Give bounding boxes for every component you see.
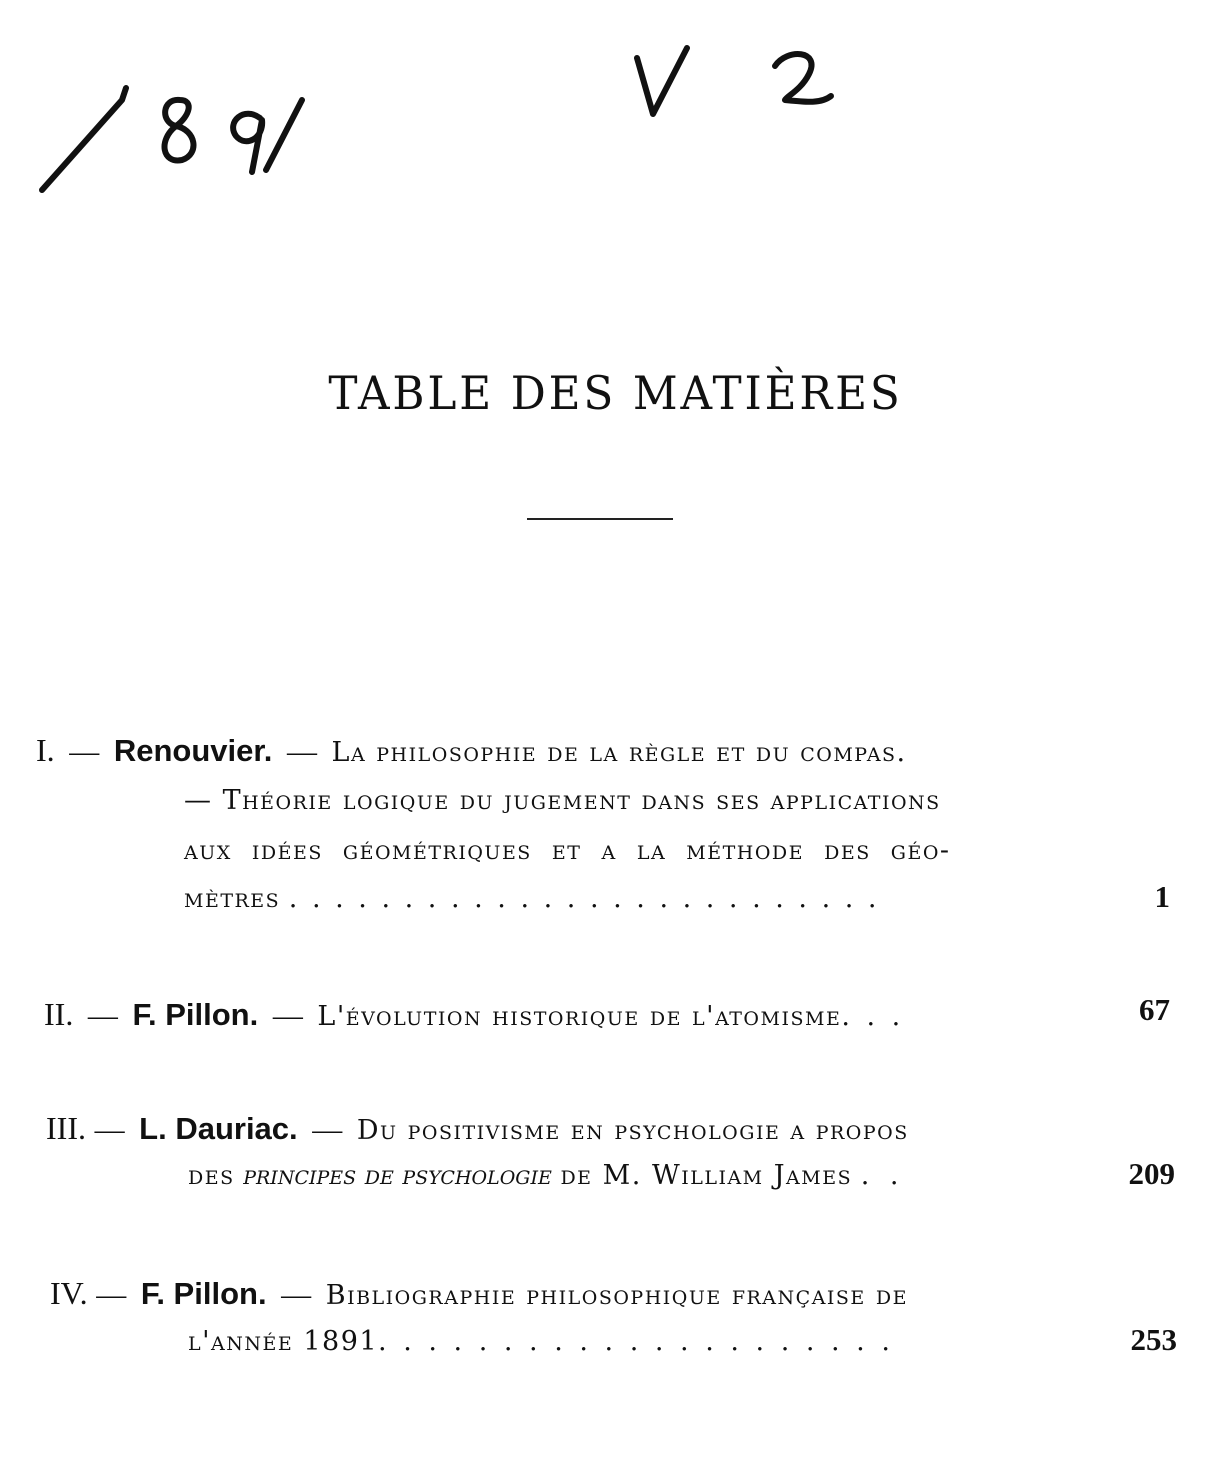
entry-1-head bbox=[36, 732, 907, 769]
handwritten-year-annotation bbox=[30, 60, 340, 200]
entry-1-leaders: . . . . . . . . . . . . . . . . . . . . . . . . . . bbox=[288, 883, 880, 914]
entry-2-head bbox=[44, 996, 904, 1033]
entry-3-page: 209 bbox=[1128, 1156, 1175, 1191]
handwritten-volume-annotation bbox=[625, 30, 855, 130]
entry-3-leaders: . . bbox=[860, 1160, 905, 1191]
entry-1-dash: — bbox=[69, 735, 100, 768]
entry-4-author: F. Pillon. bbox=[140, 1276, 267, 1311]
entry-2-leaders: . . . bbox=[841, 1001, 905, 1032]
entry-4-dash: — bbox=[96, 1278, 127, 1311]
entry-3-line-2-wrap bbox=[188, 1160, 904, 1191]
entry-4-line-1: Bibliographie philosophique française de bbox=[325, 1280, 908, 1311]
entry-3-dash-2: — bbox=[312, 1113, 343, 1146]
entry-4-number: IV. bbox=[50, 1275, 88, 1311]
title-rule bbox=[527, 518, 673, 520]
entry-3-number: III. bbox=[46, 1110, 86, 1146]
entry-3-author: L. Dauriac. bbox=[139, 1111, 298, 1146]
entry-4-head bbox=[50, 1275, 908, 1312]
entry-3-line-2c: de M. William James bbox=[560, 1160, 853, 1191]
entry-3-line-1: Du positivisme en psychologie a propos bbox=[356, 1115, 909, 1146]
entry-2-page: 67 bbox=[1139, 992, 1170, 1027]
entry-1-line-2: — Théorie logique du jugement dans ses applications bbox=[184, 785, 941, 816]
entry-2-number: II. bbox=[44, 996, 74, 1032]
entry-3-line-2b: principes de psychologie bbox=[243, 1160, 552, 1191]
entry-2-dash-2: — bbox=[272, 999, 303, 1032]
entry-1-line-4-wrap bbox=[184, 883, 880, 914]
entry-3-head bbox=[46, 1110, 909, 1147]
entry-4-line-2-wrap bbox=[188, 1326, 894, 1357]
entry-1-number: I. bbox=[36, 732, 55, 768]
entry-1-line-3: aux idées géométriques et a la méthode des géo- bbox=[184, 835, 951, 866]
entry-4-dash-2: — bbox=[281, 1278, 312, 1311]
entry-1-line-4: mètres bbox=[184, 883, 281, 914]
entry-1-dash-2: — bbox=[286, 735, 317, 768]
entry-4-page: 253 bbox=[1130, 1322, 1177, 1357]
entry-3-dash: — bbox=[94, 1113, 125, 1146]
entry-1-line-1: La philosophie de la règle et du compas. bbox=[331, 737, 907, 768]
entry-4-line-2: l'année 1891 bbox=[188, 1326, 379, 1357]
entry-1-page: 1 bbox=[1154, 879, 1170, 914]
entry-2-dash: — bbox=[87, 999, 118, 1032]
page-title: TABLE DES MATIÈRES bbox=[328, 365, 903, 420]
entry-4-leaders: . . . . . . . . . . . . . . . . . . . . . bbox=[378, 1326, 894, 1357]
entry-2-author: F. Pillon. bbox=[132, 997, 259, 1032]
entry-1-author: Renouvier. bbox=[113, 733, 273, 768]
entry-3-line-2a: des bbox=[188, 1160, 235, 1191]
entry-2-line-1: L'évolution historique de l'atomisme bbox=[317, 1001, 842, 1032]
